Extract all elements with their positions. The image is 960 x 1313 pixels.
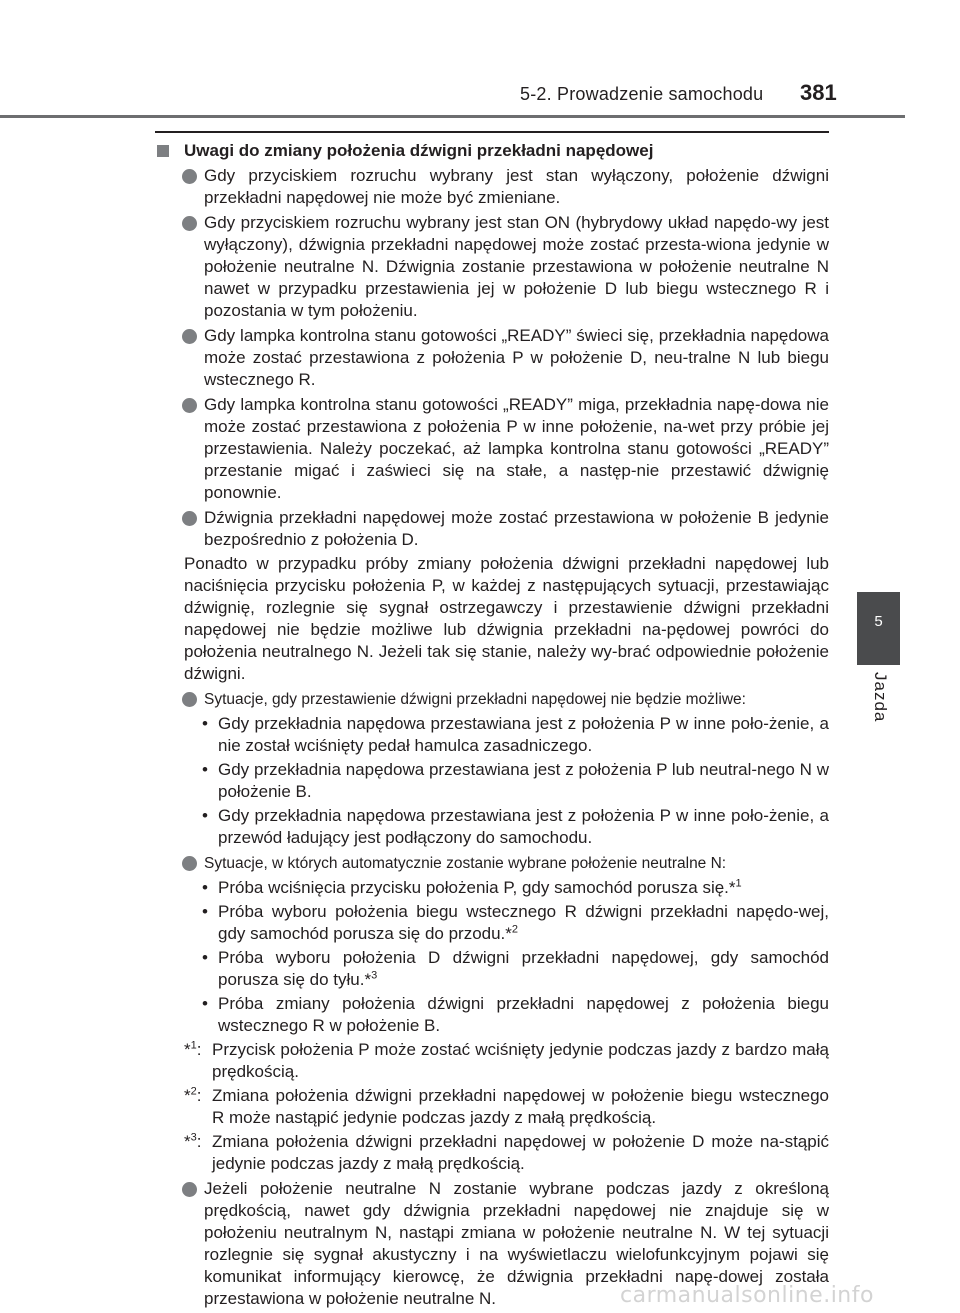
heading-text: Uwagi do zmiany położenia dźwigni przekładni napędowej	[184, 141, 654, 160]
dot-marker: •	[202, 806, 208, 825]
page-number: 381	[800, 80, 837, 105]
list-item	[184, 394, 829, 504]
footnote-text: Zmiana położenia dźwigni przekładni napędowej w położenie D może na-stąpić jedynie podczas jazdy z małą prędkością.	[212, 1132, 829, 1173]
chapter-number: 5	[874, 613, 883, 630]
dot-marker: •	[202, 948, 208, 967]
bullet-icon	[182, 398, 197, 413]
footnote-text: Zmiana położenia dźwigni przekładni napędowej w położenie biegu wstecznego R może nastąpić jedynie podczas jazdy z małą prędkością.	[212, 1086, 829, 1127]
sub-item-text: Próba wyboru położenia biegu wstecznego R dźwigni przekładni napędo-wej, gdy samochód porusza się do przodu.*	[218, 902, 829, 943]
bullet-icon	[182, 216, 197, 231]
page-content	[184, 140, 829, 1310]
header-divider	[0, 115, 905, 118]
footnote-text: Przycisk położenia P może zostać wciśnięty jedynie podczas jazdy z bardzo małą prędkością.	[212, 1040, 829, 1081]
sub-item	[184, 805, 829, 849]
footnote: *$^2$: Zmiana położenia dźwigni przekładni napędowej w położenie biegu wstecznego R może nastąpić jedynie podczas jazdy z małą prędkością.	[184, 1085, 829, 1127]
list-item	[184, 688, 829, 711]
footnote-ref[interactable]: 3	[371, 969, 378, 982]
footnote-mark: *	[184, 1040, 191, 1059]
footnote-number: 1	[190, 1039, 197, 1052]
footnote: *$^3$: Zmiana położenia dźwigni przekładni napędowej w położenie D może na-stąpić jedynie podczas jazdy z małą prędkością.	[184, 1131, 829, 1173]
sub-item	[184, 713, 829, 757]
sub-item	[184, 993, 829, 1037]
body-paragraph: Ponadto w przypadku próby zmiany położenia dźwigni przekładni napędowej lub naciśnięcia przycisku położenia P, w każdej z następujących sytuacji, przestawiając dźwignię, rozlegnie się sygnał ostrzegawczy i przestawienie dźwigni przekładni napędowej nie będzie możliwe lub dźwignia przekładni na-pędowej powróci do położenia neutralnego N. Jeżeli tak się stanie, należy wy-brać odpowiednie położenie dźwigni.	[184, 554, 829, 683]
bullet-icon	[182, 169, 197, 184]
bullet-text: Gdy lampka kontrolna stanu gotowości „READY” miga, przekładnia napę-dowa nie może zostać przestawiona z położenia P w inne położenie, na-wet przy próbie jej przestawienia. Należy poczekać, aż lampka kontrolna stanu gotowości „READY” przestanie migać i zaświeci się na stałe, a następ-nie przestawić dźwignię ponownie.	[204, 395, 829, 502]
list-item	[184, 325, 829, 391]
list-item	[184, 212, 829, 322]
bullet-icon	[182, 511, 197, 526]
dot-marker: •	[202, 878, 208, 897]
footnote-ref[interactable]: 2	[511, 923, 519, 936]
footnote-ref[interactable]: 1	[735, 877, 742, 890]
footnote-mark: *	[184, 1132, 191, 1151]
bullet-icon	[182, 856, 197, 871]
list-item	[184, 165, 829, 209]
bullet-text: Gdy przyciskiem rozruchu wybrany jest stan wyłączony, położenie dźwigni przekładni napędowej nie może być zmieniane.	[204, 166, 829, 207]
sub-item-text: Próba wyboru położenia D dźwigni przekładni napędowej, gdy samochód porusza się do tyłu.*	[218, 948, 829, 989]
watermark: carmanualsonline.info	[620, 1283, 874, 1308]
sub-item	[184, 877, 829, 899]
sub-item-text: Próba wciśnięcia przycisku położenia P, gdy samochód porusza się.*	[218, 878, 736, 897]
square-bullet-icon	[157, 145, 169, 157]
dot-marker: •	[202, 994, 208, 1013]
footnote: *$^1$: Przycisk położenia P może zostać wciśnięty jedynie podczas jazdy z bardzo małą prędkością.	[184, 1039, 829, 1081]
bullet-text: Jeżeli położenie neutralne N zostanie wybrane podczas jazdy z określoną prędkością, nawet gdy dźwignia przekładni napędowej nie znajduje się w położeniu neutralnym N, nastąpi zmiana w położenie neutralne N. W tej sytuacji rozlegnie się sygnał akustyczny i na wyświetlaczu wielofunkcyjnym pojawi się komunikat informujący kierowcę, że dźwignia przekładni napę-dowej została przestawiona w położenie neutralne N.	[204, 1179, 829, 1308]
situation-title: Sytuacje, gdy przestawienie dźwigni przekładni napędowej nie będzie możliwe:	[204, 691, 746, 708]
sub-item-text: Gdy przekładnia napędowa przestawiana jest z położenia P w inne poło-żenie, a przewód ładujący jest podłączony do samochodu.	[218, 806, 829, 847]
situation-title: Sytuacje, w których automatycznie zostanie wybrane położenie neutralne N:	[204, 855, 727, 872]
sub-item-text: Gdy przekładnia napędowa przestawiana jest z położenia P lub neutral-nego N w położenie B.	[218, 760, 829, 801]
footnote-number: 2	[190, 1085, 197, 1098]
section-divider	[155, 131, 829, 133]
sub-item	[184, 901, 829, 945]
bullet-icon	[182, 692, 197, 707]
bullet-icon	[182, 1182, 197, 1197]
section-title: 5-2. Prowadzenie samochodu	[520, 84, 764, 104]
sub-item-text: Gdy przekładnia napędowa przestawiana jest z położenia P w inne poło-żenie, a nie został wciśnięty pedał hamulca zasadniczego.	[218, 714, 829, 755]
footnote-mark: *	[184, 1086, 191, 1105]
bullet-icon	[182, 329, 197, 344]
chapter-tab[interactable]	[857, 592, 900, 665]
dot-marker: •	[202, 760, 208, 779]
dot-marker: •	[202, 714, 208, 733]
bullet-text: Dźwignia przekładni napędowej może zostać przestawiona w położenie B jedynie bezpośrednio z położenia D.	[204, 508, 829, 549]
bullet-text: Gdy lampka kontrolna stanu gotowości „READY” świeci się, przekładnia napędowa może zostać przestawiona z położenia P w położenie D, neu-tralne N lub biegu wstecznego R.	[204, 326, 829, 389]
list-item	[184, 507, 829, 551]
section-heading	[184, 140, 829, 162]
chapter-label: Jazda	[871, 672, 890, 723]
sub-item	[184, 947, 829, 991]
sub-item-text: Próba zmiany położenia dźwigni przekładni napędowej z położenia biegu wstecznego R w położenie B.	[218, 994, 829, 1035]
list-item	[184, 852, 829, 875]
bullet-text: Gdy przyciskiem rozruchu wybrany jest stan ON (hybrydowy układ napędo-wy jest wyłączony), dźwignia przekładni napędowej może zostać przesta-wiona jedynie w położenie neutralne N. Dźwignia zostanie przestawiona w położenie neutralne N nawet w przypadku przestawienia jej w położenie D lub biegu wstecznego R i pozostania w tym położeniu.	[204, 213, 829, 320]
dot-marker: •	[202, 902, 208, 921]
footnote-number: 3	[190, 1131, 197, 1144]
sub-item	[184, 759, 829, 803]
